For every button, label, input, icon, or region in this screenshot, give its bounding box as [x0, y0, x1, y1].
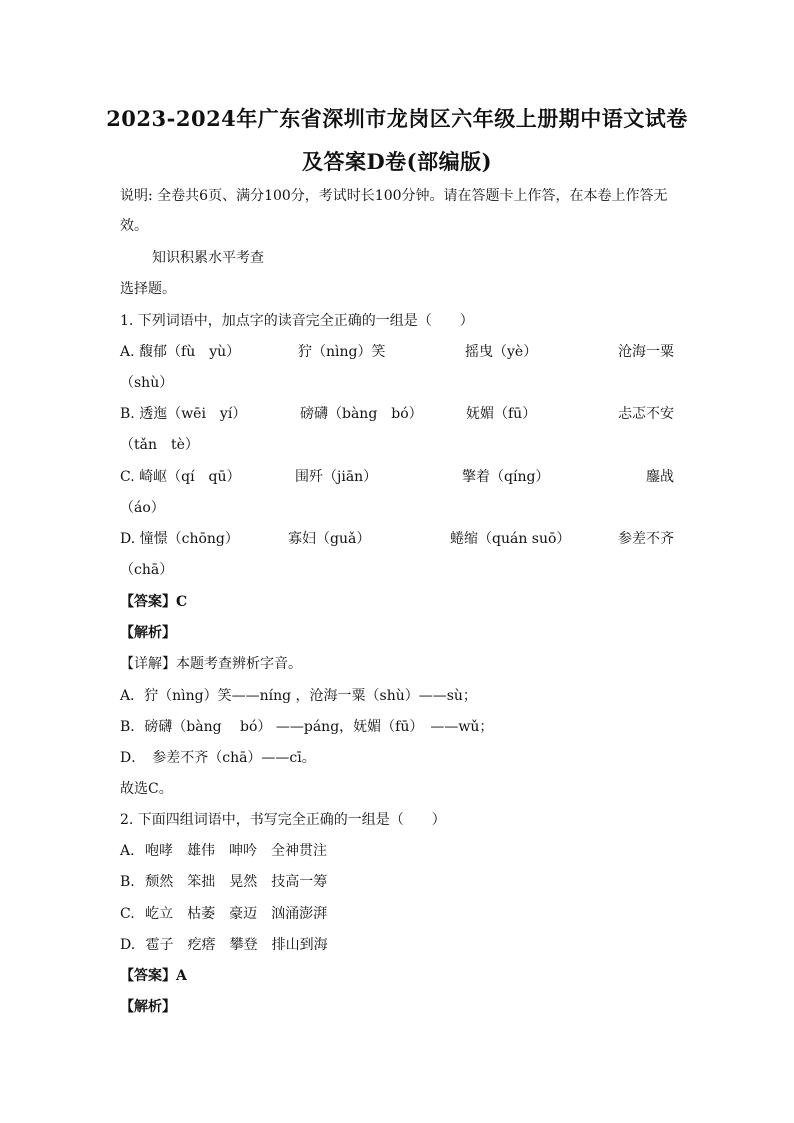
q1-answer: 【答案】C	[120, 594, 188, 610]
section-heading: 知识积累水平考查	[152, 250, 264, 266]
q1-option-a	[120, 342, 674, 362]
q1-stem: 1. 下列词语中，加点字的读音完全正确的一组是（ ）	[120, 313, 474, 329]
q2-option-d: D. 雹子 疙瘩 攀登 排山到海	[120, 937, 328, 953]
q1-option-b	[120, 404, 674, 424]
q2-answer: 【答案】A	[120, 968, 187, 984]
q1-a-item-3: 摇曳（yè）	[465, 344, 538, 360]
q1-c-continuation: （áo）	[120, 500, 165, 516]
q1-option-d	[120, 529, 674, 549]
q1-b-item-3: 妩媚（fū）	[466, 406, 537, 422]
q1-detail-d: D． 参差不齐（chā）——cī。	[120, 750, 316, 766]
q1-c-item-3: 擎着（qíng）	[462, 469, 550, 485]
q1-a-item-4: 沧海一粟	[618, 344, 674, 360]
q1-detail: 【详解】本题考查辨析字音。	[120, 656, 302, 672]
q1-c-item-1: C. 崎岖（qí qū）	[120, 469, 241, 485]
q1-a-item-2: 狞（nìng）笑	[298, 344, 386, 360]
q1-a-continuation: （shù）	[120, 375, 174, 391]
q2-option-c: C. 屹立 枯萎 豪迈 汹涌澎湃	[120, 906, 328, 922]
q1-a-item-1: A. 馥郁（fù yù）	[120, 344, 241, 360]
exam-title-line1: 2023-2024年广东省深圳市龙岗区六年级上册期中语文试卷	[106, 106, 688, 131]
q1-b-item-2: 磅礴（bàng bó）	[300, 406, 423, 422]
q1-detail-b: B．磅礴（bàng bó） ——páng，妩媚（fū） ——wǔ；	[120, 719, 494, 735]
q1-d-item-4: 参差不齐	[618, 531, 674, 547]
q1-detail-a: A．狞（nìng）笑——níng ，沧海一粟（shù）——sù；	[120, 688, 477, 704]
instructions-line1: 说明: 全卷共6页、满分100分，考试时长100分钟。请在答题卡上作答，在本卷上作答无	[120, 188, 668, 204]
q1-b-continuation: （tǎn tè）	[120, 437, 199, 453]
q1-conclusion: 故选C。	[120, 781, 173, 797]
q1-d-item-1: D. 憧憬（chōng）	[120, 531, 239, 547]
q1-analysis-label: 【解析】	[120, 625, 176, 641]
q1-c-item-4: 鏖战	[646, 469, 674, 485]
instructions-line2: 效。	[120, 218, 148, 234]
q1-b-item-1: B. 透迤（wēi yí）	[120, 406, 247, 422]
q1-b-item-4: 忐忑不安	[618, 406, 674, 422]
q1-option-c	[120, 467, 674, 487]
q2-option-b: B. 颓然 笨拙 晃然 技高一筹	[120, 874, 328, 890]
section-type: 选择题。	[120, 281, 176, 297]
q1-c-item-2: 围歼（jiān）	[295, 469, 378, 485]
q2-stem: 2. 下面四组词语中，书写完全正确的一组是（ ）	[120, 812, 446, 828]
exam-title-line2: 及答案D卷(部编版)	[301, 149, 493, 174]
q1-d-item-3: 蜷缩（quán suō）	[450, 531, 571, 547]
q1-d-item-2: 寡妇（guǎ）	[288, 531, 371, 547]
q2-analysis-label: 【解析】	[120, 999, 176, 1015]
q2-option-a: A. 咆哮 雄伟 呻吟 全神贯注	[120, 843, 328, 859]
q1-d-continuation: （chā）	[120, 562, 174, 578]
